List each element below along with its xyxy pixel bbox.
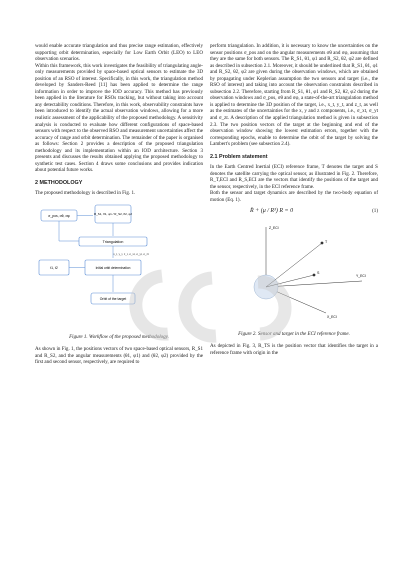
arrow-sigma-to-triangulation	[59, 221, 79, 241]
x-axis-label: X_ECI	[327, 315, 337, 320]
right-paragraph-1: perform triangulation. In addition, it is necessary to know the uncertainties on the sensor positions σ_pos and on the angular measurements σθ and σφ, assuming that they are the same for both sensors. The R_S1, θ1, φ1 and R_S2, θ2, φ2 are defined as described in subsection 2.1. Moreover, it should be underlined that R_S1, θ1, φ1 and R_S2, θ2, φ2 are given during the observation windows, which are obtained by propagating under Keplerian assumption the two sensors and target (i.e., the RSO of interest) and taking into account the observation constraints described in subsection 2.2. Therefore, starting from R_S1, θ1, φ1 and R_S2, θ2, φ2 during the observation windows and σ_pos, σθ and σφ, a state-of-the-art triangulation method is applied to determine the 3D position of the target, i.e., x_t, y_t, and z_t, as well as the estimates of the uncertainties for the x, y and z components, i.e., σ_xt, σ_yt and σ_zt. A description of the applied triangulation method is given in subsection 2.3. The two position vectors of the target at the beginning and end of the observation window showing the lowest estimation errors, together with the corresponding epochs, enable to determine the orbit of the target by solving the Lambert's problem (see subsection 2.4).	[210, 43, 379, 148]
y-axis-label: Y_ECI	[356, 274, 366, 279]
workflow-diagram	[35, 200, 203, 328]
equation-number: (1)	[372, 207, 378, 214]
equation-1	[210, 204, 378, 219]
inputs-box-text: R_S1, θ1, φ1 / R_S2, θ2, φ2	[93, 212, 133, 217]
left-paragraph-1: would enable accurate triangulation and thus precise range estimation, effectively supporting orbit determination, especially for Low Earth Orbit (LEO) to LEO observation scenarios.	[35, 43, 203, 63]
figure-1-caption: Figure 1. Workflow of the proposed methodology.	[69, 333, 169, 340]
left-column	[35, 43, 203, 366]
sensor-label: S	[317, 271, 320, 276]
iod-label: Initial orbit determination	[95, 266, 131, 271]
subsection-heading-problem-statement: 2.1 Problem statement	[210, 153, 268, 160]
equation-expression: R̈ + (μ / R³) R = 0	[250, 207, 294, 214]
orbit-label: Orbit of the target	[99, 297, 127, 302]
figure-2-caption: Figure 2. Sensor and target in the ECI reference frame.	[238, 330, 350, 337]
eci-diagram	[210, 221, 378, 325]
right-paragraph-4: As depicted in Fig. 3, R_TS is the position vector that identifies the target in a reference frame with origin in the	[210, 343, 378, 356]
figure-2-eci-frame	[210, 221, 378, 328]
triangulation-label: Triangulation	[102, 240, 124, 245]
target-label: T	[325, 240, 328, 245]
right-paragraph-2: In the Earth Centred Inertial (ECI) reference frame, T denotes the target and S denotes the satellite carrying the optical sensor, as illustrated in Fig. 2. Therefore, R_T,ECI and R_S,ECI are the vectors that identify the positions of the target and the sensor, respectively, in the ECI reference frame.	[210, 164, 378, 190]
right-paragraph-3: Both the sensor and target dynamics are described by the two-body equation of motion (Eq. 1).	[210, 190, 378, 204]
z-axis-label: Z_ECI	[269, 226, 279, 231]
target-marker	[321, 242, 324, 245]
left-paragraph-2: Within this framework, this work investigates the feasibility of triangulating angle-only measurements provided by space-based optical sensors to estimate the 3D position of an RSO of interest. Specifically, in this work, the triangulation method developed by Sanders-Reed [11] has been applied to determine the range information in order to improve the IOD accuracy. This method has previously been applied in the literature for RSOs tracking, but without taking into account any detectability conditions. Therefore, in this work, observability constraints have been introduced to identify the actual observation windows, allowing for a more realistic assessment of the applicability of the proposed methodology. A sensitivity analysis is conducted to evaluate how different configurations of space-based sensors with respect to the observed RSO and measurement uncertainties affect the accuracy of range and orbit determination. The remainder of the paper is organised as follows: Section 2 provides a description of the proposed triangulation methodology and its implementation within an IOD architecture. Section 3 presents and discusses the results obtained applying the proposed methodology to synthetic test cases. Section 4 draws some conclusions and provides indication about potential future works.	[35, 62, 203, 174]
left-paragraph-3: The proposed methodology is described in Fig. 1.	[35, 190, 136, 197]
section-heading-methodology: 2 METHODOLOGY	[35, 179, 83, 186]
estimates-label: x_t, y_t, z_t, σ_xt, σ_yt, σ_zt	[113, 252, 149, 257]
figure-1-workflow	[35, 200, 203, 331]
right-column	[210, 43, 378, 356]
left-paragraph-4: As shown in Fig. 1, the positions vectors of two space-based optical sensors, R_S1 and R_S2, and the angular measurements (θ1, φ1) and (θ2, φ2) provided by the first and second sensor, respectively, are required to	[35, 346, 203, 366]
y-axis	[266, 281, 362, 287]
sigma-box-text: σ_pos, σθ, σφ	[48, 214, 70, 219]
target-position-vector	[266, 243, 322, 287]
epochs-label: t1, t2	[50, 266, 58, 271]
sensor-marker	[313, 274, 316, 277]
